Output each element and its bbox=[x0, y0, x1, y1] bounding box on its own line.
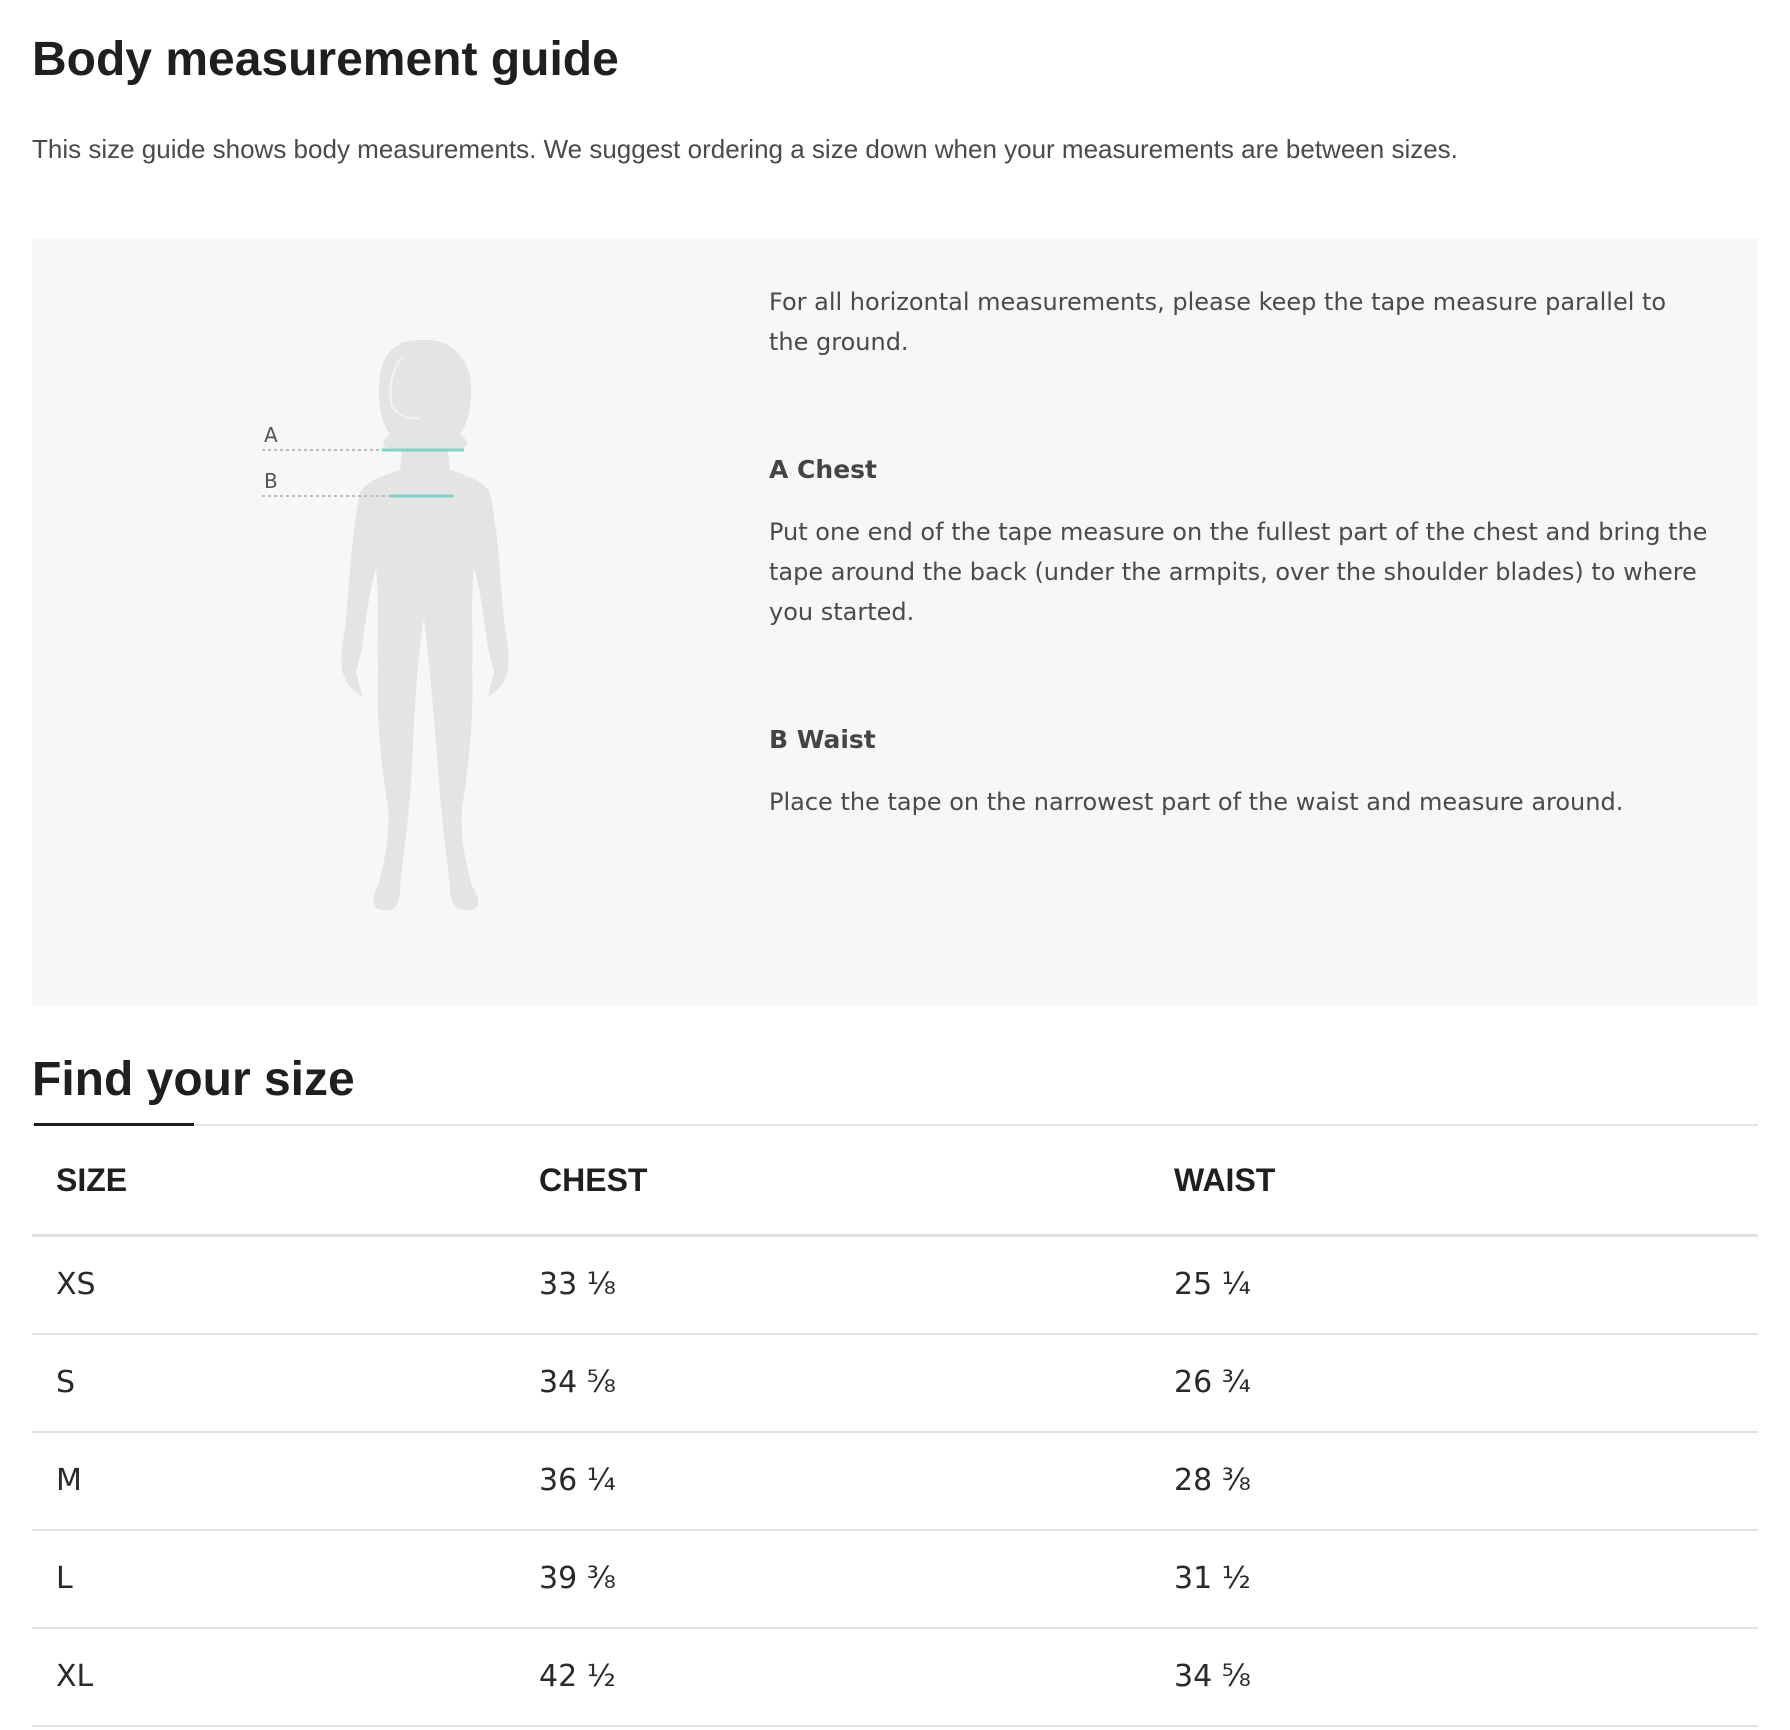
size-cell: XL bbox=[56, 1659, 94, 1694]
waist-cell: 25 ¼ bbox=[1174, 1267, 1251, 1302]
waist-heading: B Waist bbox=[769, 725, 876, 754]
waist-marker-label: B bbox=[264, 469, 278, 493]
chest-cell: 42 ½ bbox=[539, 1659, 616, 1694]
table-header-row bbox=[32, 1126, 1758, 1237]
size-cell: XS bbox=[56, 1267, 96, 1302]
measurement-panel bbox=[32, 238, 1758, 1006]
size-cell: L bbox=[56, 1561, 73, 1596]
horizontal-note: For all horizontal measurements, please keep the tape measure parallel to the ground. bbox=[769, 288, 1667, 356]
chest-cell: 39 ⅜ bbox=[539, 1561, 616, 1596]
intro-text: This size guide shows body measurements. We suggest ordering a size down when your measurements are between sizes. bbox=[32, 134, 1458, 164]
waist-cell: 34 ⅝ bbox=[1174, 1659, 1251, 1694]
waist-cell: 31 ½ bbox=[1174, 1561, 1251, 1596]
table-row bbox=[32, 1237, 1758, 1335]
chest-marker-label: A bbox=[264, 423, 278, 447]
table-row bbox=[32, 1433, 1758, 1531]
column-header-size: SIZE bbox=[56, 1162, 128, 1198]
waist-cell: 26 ¾ bbox=[1174, 1365, 1251, 1400]
chest-heading: A Chest bbox=[769, 455, 877, 484]
body-figure bbox=[252, 288, 572, 938]
size-cell: S bbox=[56, 1365, 76, 1400]
chest-cell: 33 ⅛ bbox=[539, 1267, 616, 1302]
chest-instruction: Put one end of the tape measure on the fullest part of the chest and bring the tape around the back (under the armpits, over the shoulder blades) to where you started. bbox=[769, 518, 1708, 626]
column-header-waist: WAIST bbox=[1174, 1162, 1276, 1198]
column-header-chest: CHEST bbox=[539, 1162, 648, 1198]
page-title: Body measurement guide bbox=[32, 33, 619, 86]
body-silhouette-illustration bbox=[252, 288, 572, 938]
table-row bbox=[32, 1335, 1758, 1433]
size-table bbox=[32, 1126, 1758, 1727]
waist-cell: 28 ⅜ bbox=[1174, 1463, 1251, 1498]
measurement-instructions bbox=[769, 282, 1709, 822]
table-row bbox=[32, 1629, 1758, 1727]
chest-cell: 34 ⅝ bbox=[539, 1365, 616, 1400]
size-cell: M bbox=[56, 1463, 82, 1498]
chest-cell: 36 ¼ bbox=[539, 1463, 616, 1498]
waist-instruction: Place the tape on the narrowest part of the waist and measure around. bbox=[769, 788, 1624, 816]
find-size-title: Find your size bbox=[32, 1053, 355, 1106]
table-row bbox=[32, 1531, 1758, 1629]
